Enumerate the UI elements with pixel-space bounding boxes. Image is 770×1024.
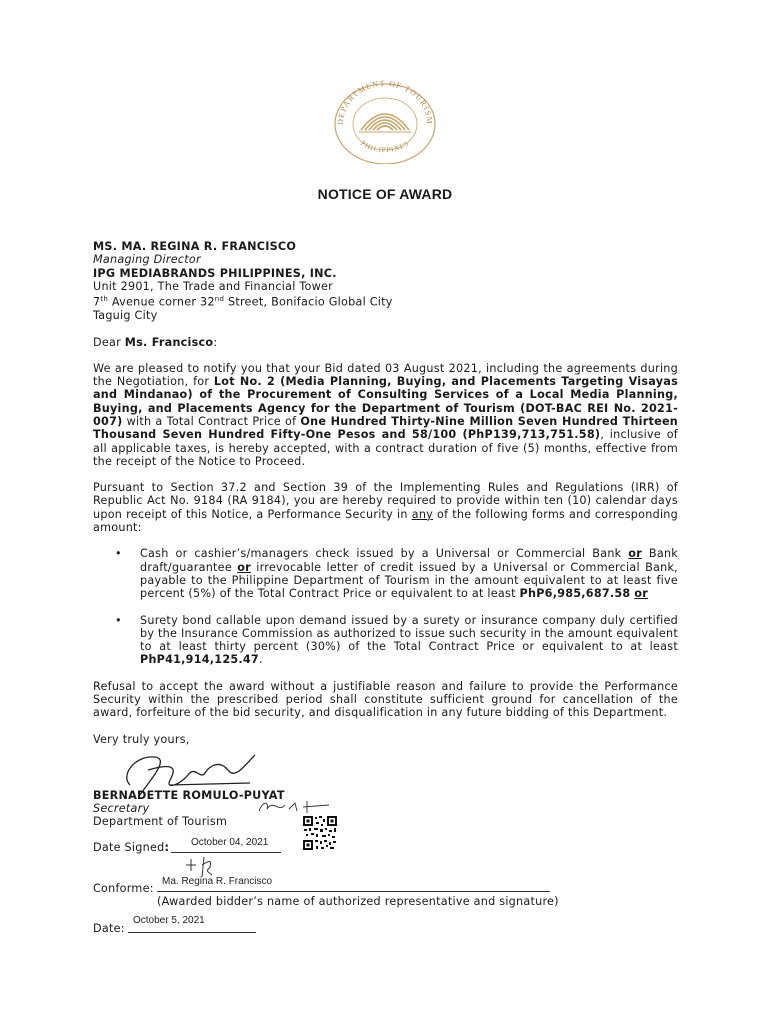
address-line-3: Taguig City xyxy=(93,309,158,323)
signatory-title: Secretary xyxy=(93,802,150,815)
seal-top-text: DEPARTMENT OF TOURISM xyxy=(335,80,435,126)
address-line-1: Unit 2901, The Trade and Financial Tower xyxy=(93,279,334,293)
award-paragraph: We are pleased to notify you that your Bid dated 03 August 2021, including the agreements during the Negotiation, for Lot No. 2 (Media Planning, Buying, and Placements Targeting Visayas and Mindanao) of the Procurement of Consulting Services of a Local Media Planning, Buying, and Placements Agency for the Department of Tourism (DOT-BAC REI No. 2021-007) with a Total Contract Price of One Hundred Thirty-Nine Million Seven Hundred Thirteen Thousand Seven Hundred Fifty-One Pesos and 58/100 (PhP139,713,751.58), inclusive of all applicable taxes, is hereby accepted, with a contract duration of five (5) months, effective from the receipt of the Notice to Proceed. xyxy=(93,361,679,468)
closing: Very truly yours, xyxy=(93,732,190,746)
addressee-block xyxy=(93,240,678,323)
refusal-paragraph: Refusal to accept the award without a justifiable reason and failure to provide the Performance Security within the prescribed period shall constitute sufficient ground for cancellation of the award, forfeiture of the bid security, and disqualification in any future bidding of this Department. xyxy=(93,679,678,720)
date-label: Date: xyxy=(93,922,125,935)
salutation: Dear Ms. Francisco: xyxy=(93,335,218,349)
list-item: • Surety bond callable upon demand issued by a surety or insurance company duly certified by the Insurance Commission as authorized to issue such security in the amount equivalent to at least thirty percent (30%) of the Total Contract Price or equivalent to at least PhP41,914,125.47. xyxy=(115,613,678,667)
document-title: NOTICE OF AWARD xyxy=(317,186,453,202)
date-signed-label: Date Signed: xyxy=(93,841,170,854)
addressee-name: MS. MA. REGINA R. FRANCISCO xyxy=(93,240,297,253)
qr-code-icon xyxy=(302,815,338,851)
seal-bottom-text: PHILIPPINES xyxy=(359,139,411,155)
signatory-name: BERNADETTE ROMULO-PUYAT xyxy=(93,789,285,802)
date-signed-value: October 04, 2021 xyxy=(191,837,269,848)
security-options-list xyxy=(93,547,678,666)
date-value: October 5, 2021 xyxy=(133,915,205,926)
initials-signature xyxy=(255,795,335,817)
svg-text:DEPARTMENT OF TOURISM xyxy=(336,80,434,125)
address-line-2: 7th Avenue corner 32nd Street, Bonifacio Global City xyxy=(93,295,393,309)
letter-body xyxy=(93,240,678,746)
performance-security-paragraph: Pursuant to Section 37.2 and Section 39 of the Implementing Rules and Regulations (IRR) of Republic Act No. 9184 (RA 9184), you are hereby required to provide within ten (10) calendar days upon receipt of this Notice, a Performance Security in any of the following forms and corresponding amount: xyxy=(93,481,678,535)
list-item: • Cash or cashier’s/managers check issued by a Universal or Commercial Bank or Bank draft/guarantee or irrevocable letter of credit issued by a Universal or Commercial Bank, payable to the Philippine Department of Tourism in the amount equivalent to at least five percent (5%) of the Total Contract Price or equivalent to at least PhP6,985,687.58 or xyxy=(115,547,679,601)
conforme-caption: (Awarded bidder’s name of authorized representative and signature) xyxy=(157,895,559,908)
addressee-company: IPG MEDIABRANDS PHILIPPINES, INC. xyxy=(93,266,337,280)
addressee-position: Managing Director xyxy=(93,253,201,267)
conforme-label: Conforme: xyxy=(93,882,154,895)
date-line xyxy=(128,932,256,933)
department-of-tourism-seal xyxy=(331,80,439,164)
signatory-office: Department of Tourism xyxy=(93,815,228,828)
svg-text:PHILIPPINES xyxy=(359,139,410,154)
conforme-value: Ma. Regina R. Francisco xyxy=(162,876,273,887)
conforme-line xyxy=(157,891,550,892)
